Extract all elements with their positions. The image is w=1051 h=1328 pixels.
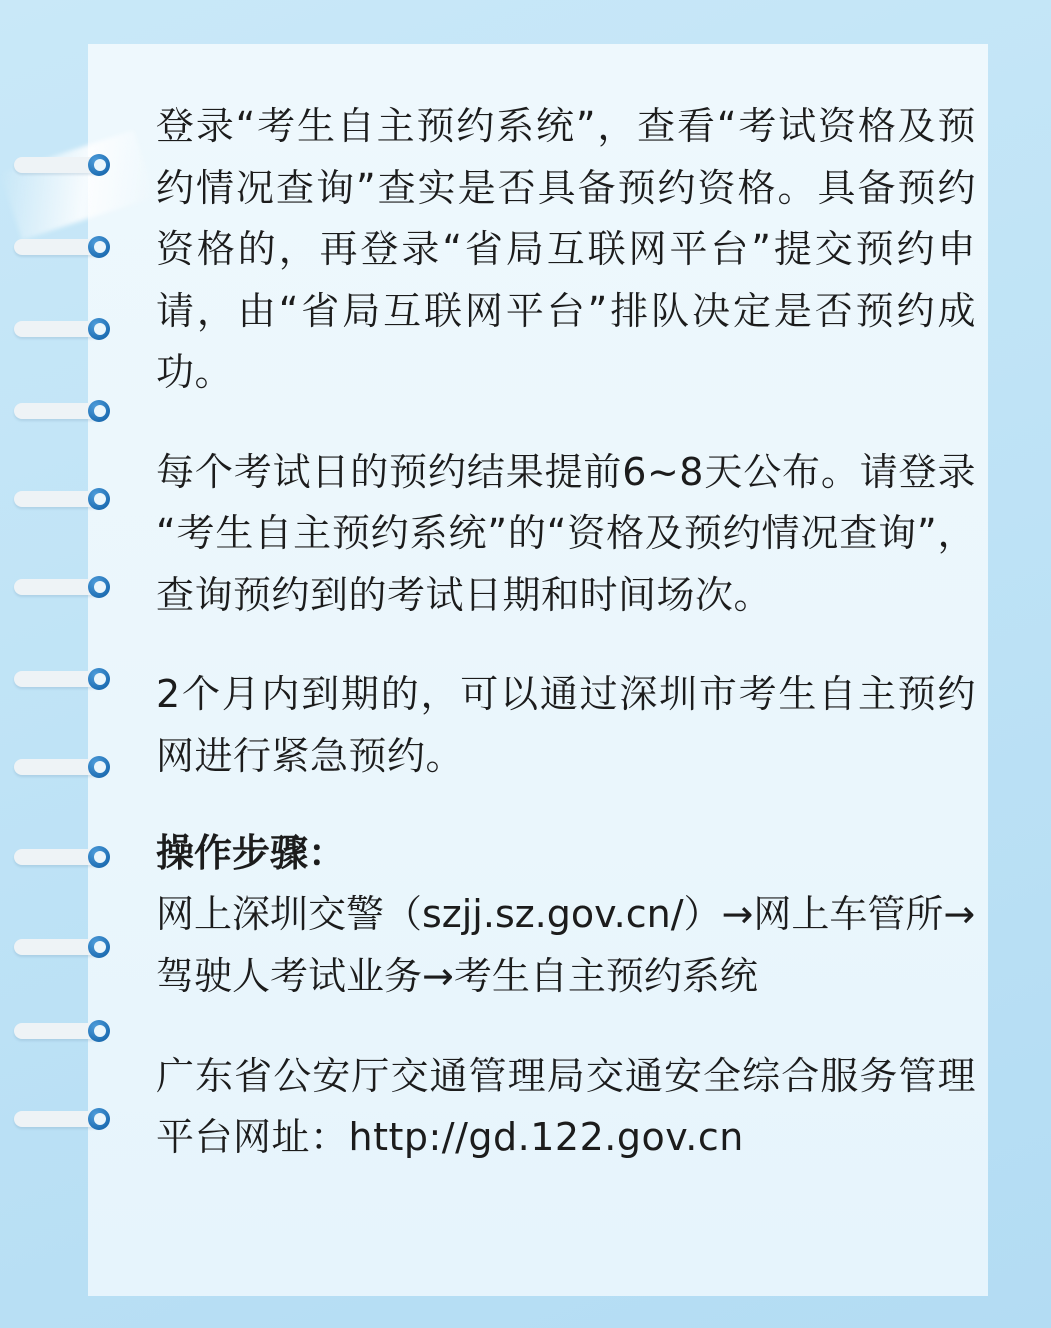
binding-ring <box>14 576 136 598</box>
binding-ring <box>14 1020 136 1042</box>
ring-hook-icon <box>88 756 110 778</box>
binding-ring <box>14 668 136 690</box>
ring-hook-icon <box>88 236 110 258</box>
binding-ring <box>14 936 136 958</box>
binding-ring <box>14 846 136 868</box>
ring-hook-icon <box>88 1108 110 1130</box>
paragraph-result-announcement: 每个考试日的预约结果提前6~8天公布。请登录“考生自主预约系统”的“资格及预约情况查询”，查询预约到的考试日期和时间场次。 <box>156 449 976 617</box>
steps-heading: 操作步骤： <box>156 831 347 876</box>
binding-ring <box>14 1108 136 1130</box>
ring-hook-icon <box>88 668 110 690</box>
binding-ring <box>14 236 136 258</box>
ring-hook-icon <box>88 846 110 868</box>
notice-content <box>156 96 976 1169</box>
binding-ring <box>14 756 136 778</box>
paragraph-appointment-system: 登录“考生自主预约系统”，查看“考试资格及预约情况查询”查实是否具备预约资格。具备预约资格的，再登录“省局互联网平台”提交预约申请，由“省局互联网平台”排队决定是否预约成功。 <box>156 104 976 395</box>
ring-hook-icon <box>88 936 110 958</box>
ring-hook-icon <box>88 318 110 340</box>
binding-ring <box>14 154 136 176</box>
binding-ring <box>14 400 136 422</box>
paragraph-platform-url: 广东省公安厅交通管理局交通安全综合服务管理平台网址：http://gd.122.gov.cn <box>156 1053 976 1160</box>
ring-hook-icon <box>88 1020 110 1042</box>
spiral-binding-rings <box>0 120 150 1180</box>
steps-path: 网上深圳交警（szjj.sz.gov.cn/）→网上车管所→驾驶人考试业务→考生自主预约系统 <box>156 892 976 999</box>
ring-hook-icon <box>88 488 110 510</box>
ring-hook-icon <box>88 400 110 422</box>
ring-hook-icon <box>88 154 110 176</box>
paragraph-urgent-appointment: 2个月内到期的，可以通过深圳市考生自主预约网进行紧急预约。 <box>156 672 976 778</box>
binding-ring <box>14 488 136 510</box>
ring-hook-icon <box>88 576 110 598</box>
binding-ring <box>14 318 136 340</box>
